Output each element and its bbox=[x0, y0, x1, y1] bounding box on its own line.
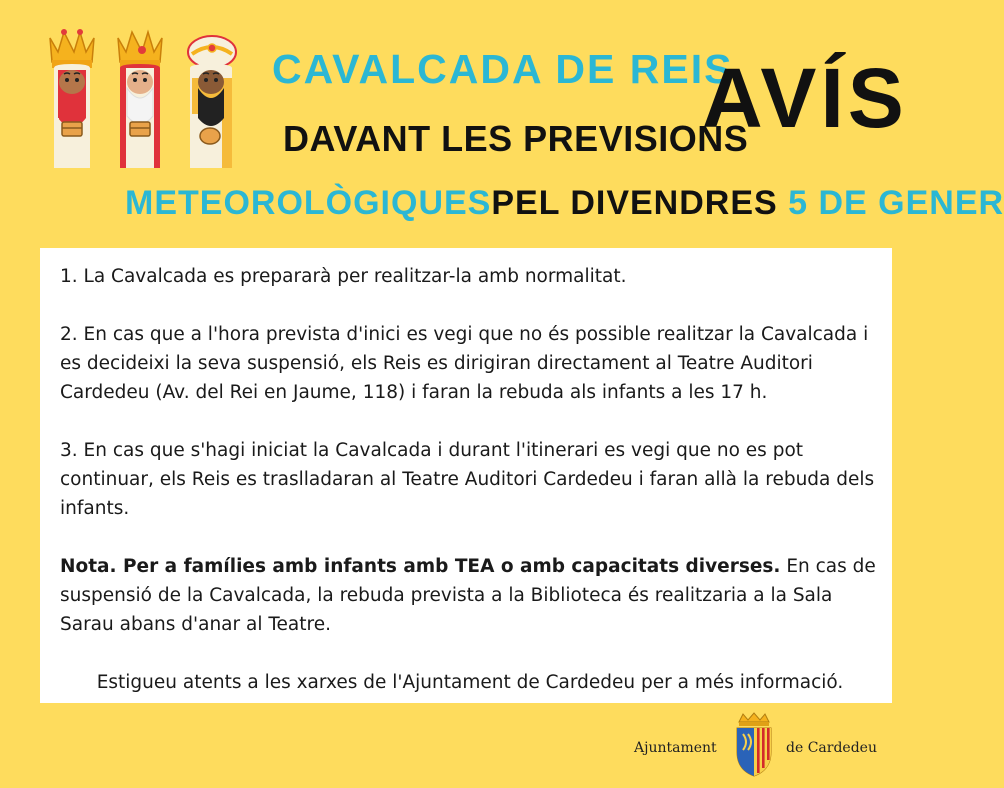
note-heading: Nota. Per a famílies amb infants amb TEA o amb capacitats diverses. bbox=[60, 556, 781, 577]
title-cavalcada: CAVALCADA DE REIS bbox=[272, 46, 734, 92]
notice-note bbox=[60, 552, 880, 639]
notice-item-1: 1. La Cavalcada es prepararà per realitzar-la amb normalitat. bbox=[60, 266, 627, 287]
title-pel-divendres: PEL DIVENDRES bbox=[491, 184, 778, 222]
logo-text-ajuntament: Ajuntament bbox=[634, 740, 717, 756]
note-body: En cas de suspensió de la Cavalcada, la rebuda prevista a la Biblioteca és realitzaria a la Sala Sarau abans d'anar al Teatre. bbox=[60, 556, 876, 635]
notice-item-2: 2. En cas que a l'hora prevista d'inici es vegi que no és possible realitzar la Cavalcada i es decideixi la seva suspensió, els Reis es dirigiran directament al Teatre Auditori Cardedeu (Av. del Rei en Jaume, 118) i faran la rebuda als infants a les 17 h. bbox=[60, 324, 869, 403]
king-red-figure bbox=[50, 29, 94, 168]
cardedeu-coat-of-arms-icon bbox=[731, 712, 777, 778]
notice-text bbox=[60, 262, 880, 697]
notice-panel bbox=[40, 248, 892, 703]
avis-heading: AVÍS bbox=[702, 51, 908, 145]
title-davant: DAVANT LES PREVISIONS bbox=[283, 118, 749, 159]
notice-item-3: 3. En cas que s'hagi iniciat la Cavalcada i durant l'itinerari es vegi que no es pot continuar, els Reis es traslladaran al Teatre Auditori Cardedeu i faran allà la rebuda dels infants. bbox=[60, 440, 875, 519]
title-date: 5 DE GENER bbox=[788, 184, 1004, 222]
notice-closing: Estigueu atents a les xarxes de l'Ajuntament de Cardedeu per a més informació. bbox=[96, 672, 844, 693]
ajuntament-logo bbox=[634, 712, 894, 782]
title-date-line bbox=[125, 184, 1004, 223]
title-meteorologiques: METEOROLÒGIQUES bbox=[125, 184, 492, 222]
king-turban-figure bbox=[188, 36, 236, 168]
three-kings-illustration bbox=[40, 18, 250, 178]
king-white-figure bbox=[118, 32, 162, 168]
logo-text-cardedeu: de Cardedeu bbox=[786, 740, 877, 756]
